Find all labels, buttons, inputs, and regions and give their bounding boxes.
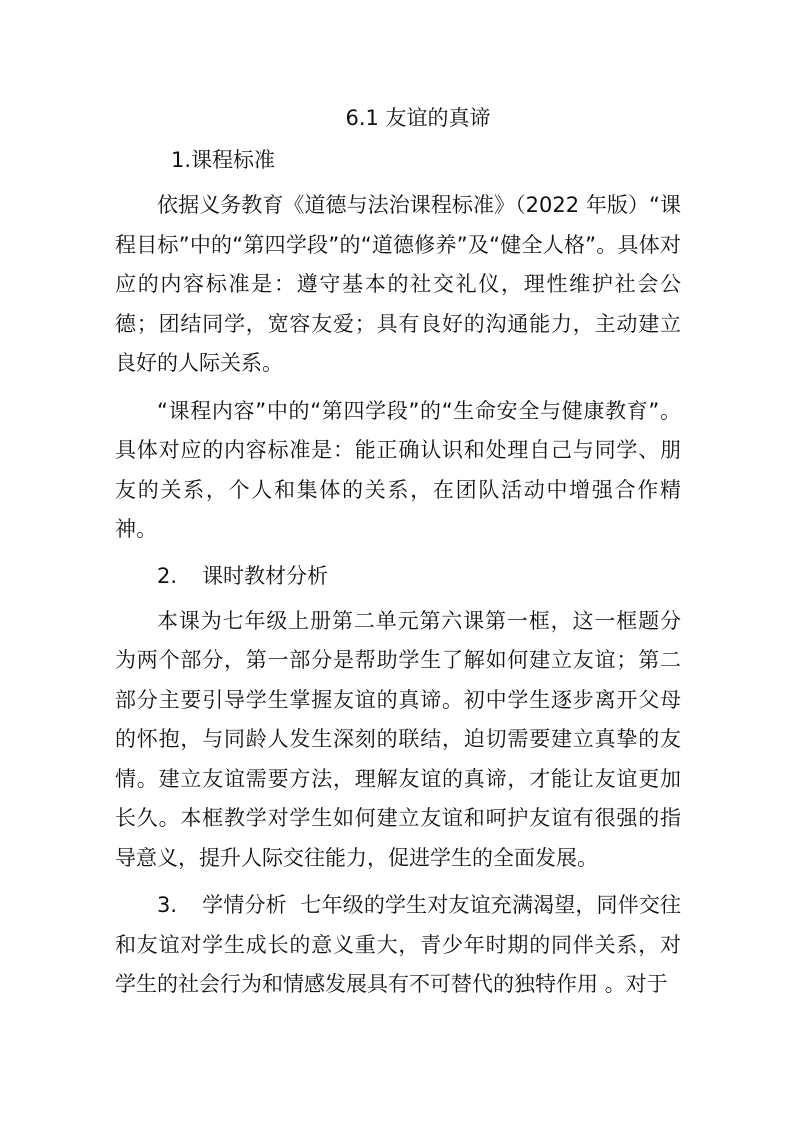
student-analysis-paragraph (115, 886, 681, 1005)
section-number: 3. (157, 893, 178, 917)
section-heading-standards (115, 142, 681, 178)
textbook-analysis-paragraph: 本课为七年级上册第二单元第六课第一框，这一框题分为两个部分，第一部分是帮助学生了解如何建立友谊；第二部分主要引导学生掌握友谊的真谛。初中学生逐步离开父母的怀抱，与同龄人发生深刻的联结，迫切需要建立真挚的友情。建立友谊需要方法，理解友谊的真谛，才能让友谊更加长久。本框教学对学生如何建立友谊和呵护友谊有很强的指导意义，提升人际交往能力，促进学生的全面发展。 (115, 608, 681, 870)
document-content (115, 100, 681, 1005)
section-number: 2. (157, 563, 178, 588)
section-heading-text: 1.课程标准 (171, 148, 276, 172)
standards-paragraph-2: “课程内容”中的“第四学段”的“生命安全与健康教育”。具体对应的内容标准是：能正确认识和处理自己与同学、朋友的关系，个人和集体的关系，在团队活动中增强合作精神。 (115, 398, 681, 541)
section-heading-text: 课时教材分析 (202, 563, 328, 588)
section-heading-text: 学情分析 (202, 893, 287, 917)
document-title: 6.1 友谊的真谛 (345, 106, 491, 130)
standards-paragraph-1: 依据义务教育《道德与法治课程标准》（2022 年版）“课程目标”中的“第四学段”的“道德修养”及“健全人格”。具体对应的内容标准是：遵守基本的社交礼仪，理性维护社会公德；团结同学，宽容友爱；具有良好的沟通能力，主动建立良好的人际关系。 (115, 193, 681, 375)
student-analysis-text: 七年级的学生对友谊充满渴望，同伴交往和友谊对学生成长的意义重大，青少年时期的同伴关系，对学生的社会行为和情感发展具有不可替代的独特作用 。对于 (115, 893, 681, 996)
section-heading-textbook-analysis (115, 558, 681, 594)
